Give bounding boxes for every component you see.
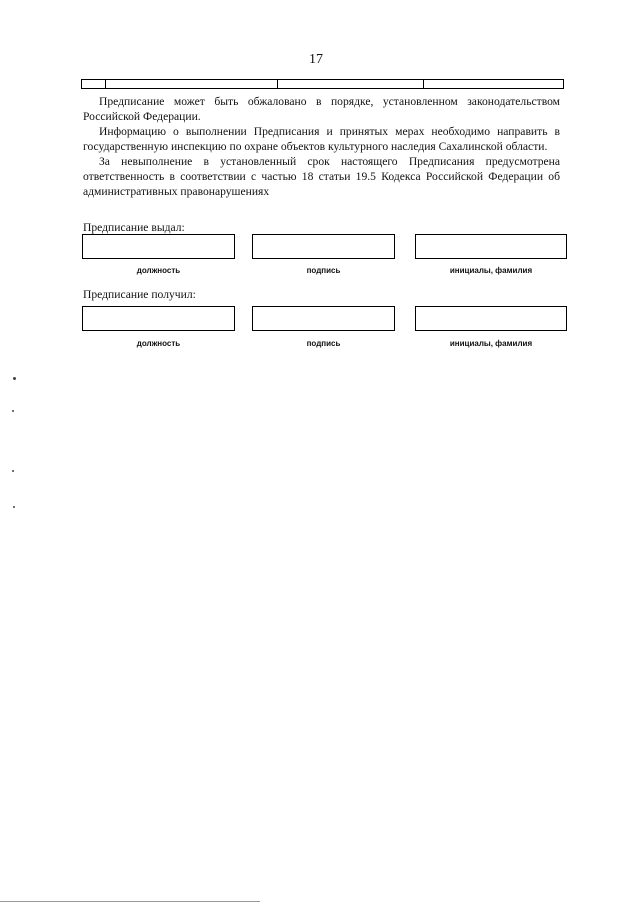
table-cell xyxy=(278,80,424,88)
report-paragraph: Информацию о выполнении Предписания и принятых мерах необходимо направить в государственную инспекцию по охране объектов культурного наследия Сахалинской области. xyxy=(83,125,560,153)
table-fragment xyxy=(81,79,564,89)
issued-name-caption: инициалы, фамилия xyxy=(449,266,533,275)
issued-signature-field[interactable] xyxy=(252,234,395,259)
scan-speck xyxy=(13,506,15,508)
appeal-paragraph: Предписание может быть обжаловано в порядке, установленном законодательством Российской Федерации. xyxy=(83,95,560,123)
issued-position-field[interactable] xyxy=(82,234,235,259)
issued-signature-caption: подпись xyxy=(306,266,341,275)
received-position-caption: должность xyxy=(136,339,181,348)
issued-by-label: Предписание выдал: xyxy=(83,221,185,234)
table-cell xyxy=(106,80,278,88)
received-name-caption: инициалы, фамилия xyxy=(449,339,533,348)
body-text xyxy=(83,94,560,199)
liability-paragraph: За невыполнение в установленный срок настоящего Предписания предусмотрена ответственность в соответствии с частью 18 статьи 19.5 Кодекса Российской Федерации об административных правонарушениях xyxy=(83,155,560,198)
table-cell xyxy=(82,80,106,88)
received-by-label: Предписание получил: xyxy=(83,288,196,301)
scan-edge-line xyxy=(0,901,260,902)
table-cell xyxy=(424,80,563,88)
scan-speck xyxy=(12,470,14,472)
scan-speck xyxy=(13,377,16,380)
page-number: 17 xyxy=(309,52,323,67)
issued-position-caption: должность xyxy=(136,266,181,275)
issued-name-field[interactable] xyxy=(415,234,567,259)
received-position-field[interactable] xyxy=(82,306,235,331)
received-signature-caption: подпись xyxy=(306,339,341,348)
scan-speck xyxy=(12,410,14,412)
received-signature-field[interactable] xyxy=(252,306,395,331)
received-name-field[interactable] xyxy=(415,306,567,331)
